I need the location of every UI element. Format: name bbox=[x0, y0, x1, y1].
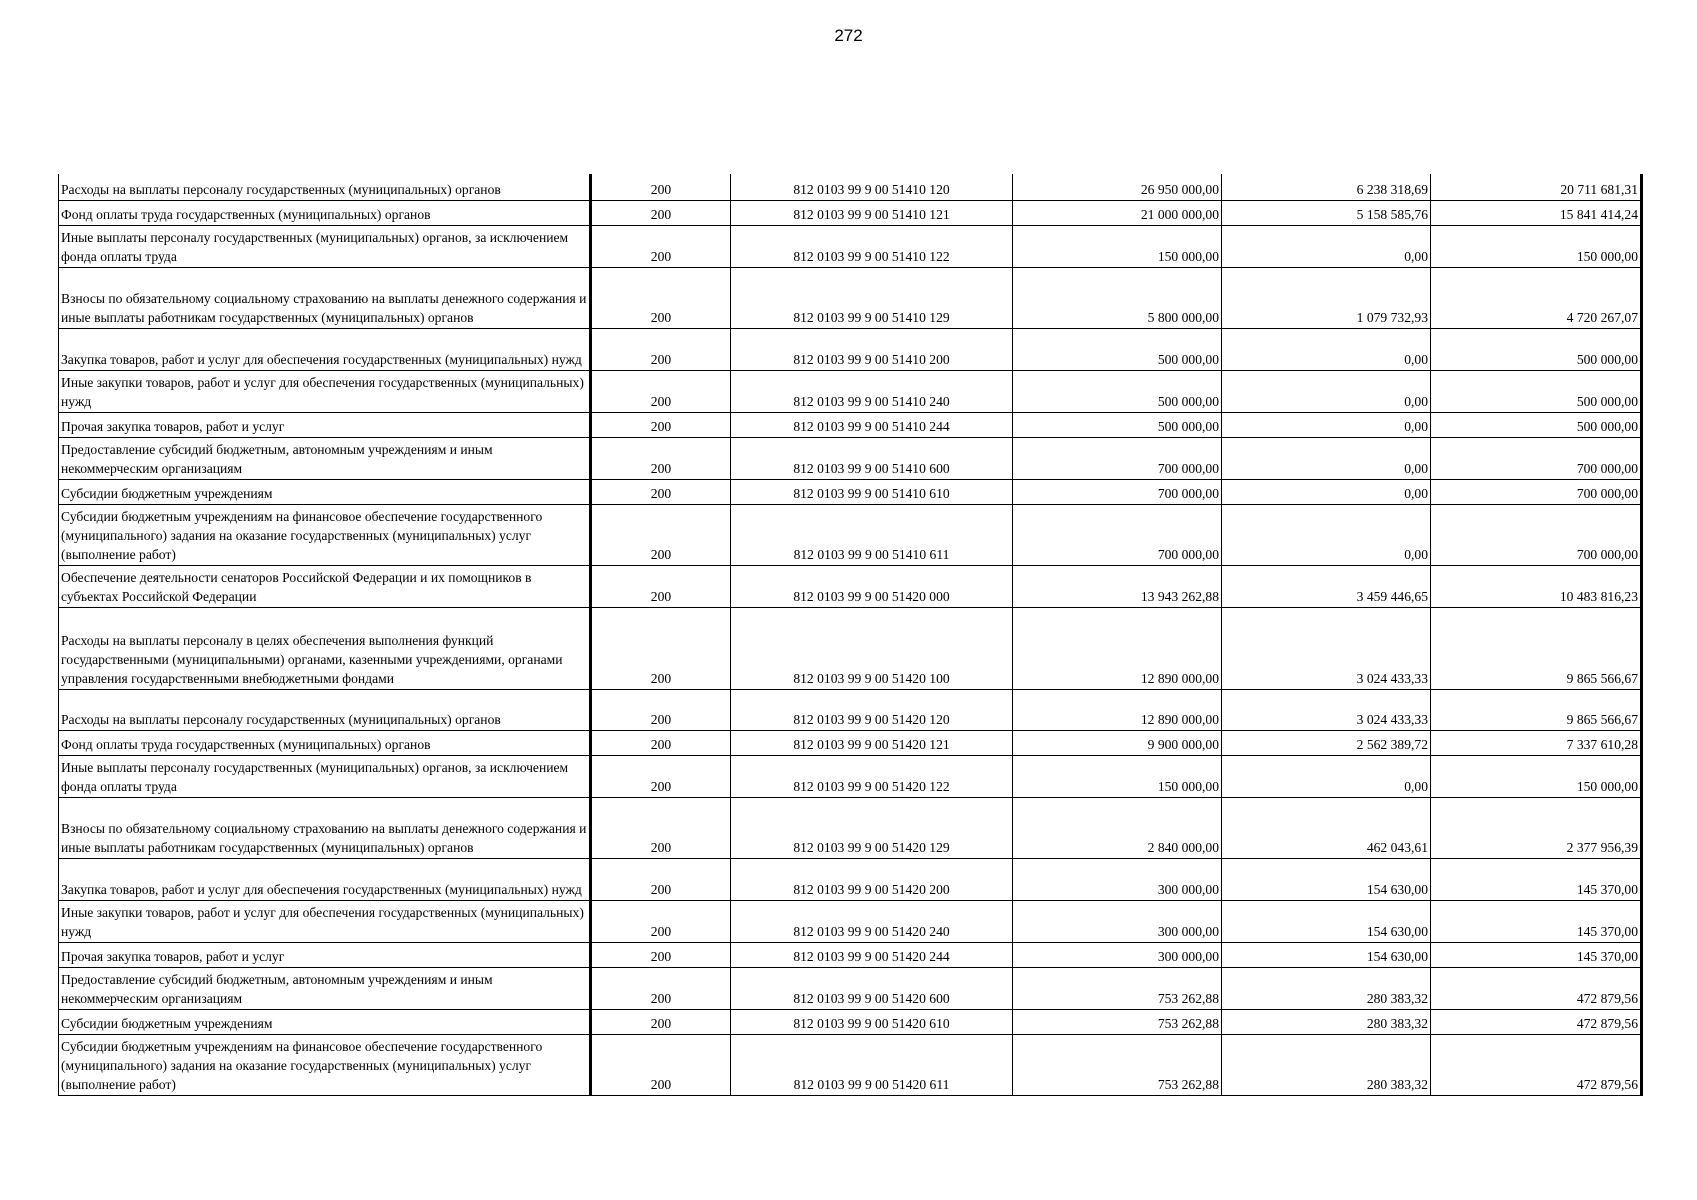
row-executed-cell: 1 079 732,93 bbox=[1222, 267, 1431, 328]
row-name-cell: Субсидии бюджетным учреждениям bbox=[59, 479, 591, 504]
row-executed-cell: 5 158 585,76 bbox=[1222, 200, 1431, 225]
table-row bbox=[59, 479, 1642, 504]
row-unexecuted-cell: 500 000,00 bbox=[1431, 412, 1642, 437]
table-row bbox=[59, 504, 1642, 565]
row-executed-cell: 154 630,00 bbox=[1222, 858, 1431, 900]
row-name-cell: Расходы на выплаты персоналу государственных (муниципальных) органов bbox=[59, 174, 591, 200]
row-approved-cell: 12 890 000,00 bbox=[1013, 607, 1222, 689]
row-name-cell: Закупка товаров, работ и услуг для обеспечения государственных (муниципальных) нужд bbox=[59, 328, 591, 370]
row-name-cell: Иные закупки товаров, работ и услуг для обеспечения государственных (муниципальных) нужд bbox=[59, 370, 591, 412]
row-name-cell: Взносы по обязательному социальному страхованию на выплаты денежного содержания и иные выплаты работникам государственных (муниципальных) органов bbox=[59, 267, 591, 328]
row-executed-cell: 280 383,32 bbox=[1222, 967, 1431, 1009]
row-name-cell: Фонд оплаты труда государственных (муниципальных) органов bbox=[59, 730, 591, 755]
table-row bbox=[59, 730, 1642, 755]
row-unexecuted-cell: 145 370,00 bbox=[1431, 900, 1642, 942]
row-budget-code-cell: 812 0103 99 9 00 51420 610 bbox=[731, 1009, 1013, 1034]
row-name-cell: Закупка товаров, работ и услуг для обеспечения государственных (муниципальных) нужд bbox=[59, 858, 591, 900]
row-line-code-cell: 200 bbox=[591, 412, 731, 437]
table-row bbox=[59, 565, 1642, 607]
row-budget-code-cell: 812 0103 99 9 00 51420 122 bbox=[731, 755, 1013, 797]
row-approved-cell: 21 000 000,00 bbox=[1013, 200, 1222, 225]
row-line-code-cell: 200 bbox=[591, 942, 731, 967]
row-approved-cell: 753 262,88 bbox=[1013, 1009, 1222, 1034]
table-body bbox=[59, 174, 1642, 1095]
row-line-code-cell: 200 bbox=[591, 730, 731, 755]
row-executed-cell: 2 562 389,72 bbox=[1222, 730, 1431, 755]
row-line-code-cell: 200 bbox=[591, 328, 731, 370]
row-unexecuted-cell: 700 000,00 bbox=[1431, 437, 1642, 479]
row-approved-cell: 5 800 000,00 bbox=[1013, 267, 1222, 328]
row-line-code-cell: 200 bbox=[591, 267, 731, 328]
row-budget-code-cell: 812 0103 99 9 00 51420 000 bbox=[731, 565, 1013, 607]
row-approved-cell: 13 943 262,88 bbox=[1013, 565, 1222, 607]
row-approved-cell: 26 950 000,00 bbox=[1013, 174, 1222, 200]
row-executed-cell: 154 630,00 bbox=[1222, 942, 1431, 967]
row-unexecuted-cell: 472 879,56 bbox=[1431, 1009, 1642, 1034]
page-number: 272 bbox=[834, 26, 863, 45]
row-unexecuted-cell: 700 000,00 bbox=[1431, 479, 1642, 504]
row-budget-code-cell: 812 0103 99 9 00 51420 244 bbox=[731, 942, 1013, 967]
row-approved-cell: 12 890 000,00 bbox=[1013, 689, 1222, 730]
row-approved-cell: 300 000,00 bbox=[1013, 942, 1222, 967]
row-approved-cell: 300 000,00 bbox=[1013, 858, 1222, 900]
row-line-code-cell: 200 bbox=[591, 858, 731, 900]
table-row bbox=[59, 437, 1642, 479]
row-budget-code-cell: 812 0103 99 9 00 51410 120 bbox=[731, 174, 1013, 200]
table-row bbox=[59, 755, 1642, 797]
row-line-code-cell: 200 bbox=[591, 370, 731, 412]
budget-execution-table bbox=[58, 174, 1643, 1096]
row-executed-cell: 280 383,32 bbox=[1222, 1009, 1431, 1034]
row-name-cell: Предоставление субсидий бюджетным, автономным учреждениям и иным некоммерческим организациям bbox=[59, 437, 591, 479]
table-row bbox=[59, 174, 1642, 200]
row-name-cell: Расходы на выплаты персоналу в целях обеспечения выполнения функций государственными (муниципальными) органами, казенными учреждениями, органами управления государственными внебюджетными фондами bbox=[59, 607, 591, 689]
row-unexecuted-cell: 145 370,00 bbox=[1431, 942, 1642, 967]
row-unexecuted-cell: 15 841 414,24 bbox=[1431, 200, 1642, 225]
row-executed-cell: 280 383,32 bbox=[1222, 1034, 1431, 1095]
table-row bbox=[59, 942, 1642, 967]
row-budget-code-cell: 812 0103 99 9 00 51420 120 bbox=[731, 689, 1013, 730]
row-unexecuted-cell: 145 370,00 bbox=[1431, 858, 1642, 900]
row-unexecuted-cell: 700 000,00 bbox=[1431, 504, 1642, 565]
row-unexecuted-cell: 150 000,00 bbox=[1431, 225, 1642, 267]
row-approved-cell: 500 000,00 bbox=[1013, 328, 1222, 370]
row-executed-cell: 0,00 bbox=[1222, 370, 1431, 412]
row-executed-cell: 462 043,61 bbox=[1222, 797, 1431, 858]
row-executed-cell: 0,00 bbox=[1222, 328, 1431, 370]
row-budget-code-cell: 812 0103 99 9 00 51410 611 bbox=[731, 504, 1013, 565]
row-unexecuted-cell: 2 377 956,39 bbox=[1431, 797, 1642, 858]
row-name-cell: Прочая закупка товаров, работ и услуг bbox=[59, 412, 591, 437]
row-line-code-cell: 200 bbox=[591, 1034, 731, 1095]
row-name-cell: Субсидии бюджетным учреждениям на финансовое обеспечение государственного (муниципального) задания на оказание государственных (муниципальных) услуг (выполнение работ) bbox=[59, 1034, 591, 1095]
row-approved-cell: 300 000,00 bbox=[1013, 900, 1222, 942]
row-executed-cell: 0,00 bbox=[1222, 479, 1431, 504]
row-executed-cell: 6 238 318,69 bbox=[1222, 174, 1431, 200]
row-unexecuted-cell: 150 000,00 bbox=[1431, 755, 1642, 797]
row-budget-code-cell: 812 0103 99 9 00 51420 200 bbox=[731, 858, 1013, 900]
row-line-code-cell: 200 bbox=[591, 174, 731, 200]
row-name-cell: Фонд оплаты труда государственных (муниципальных) органов bbox=[59, 200, 591, 225]
row-unexecuted-cell: 9 865 566,67 bbox=[1431, 689, 1642, 730]
row-budget-code-cell: 812 0103 99 9 00 51410 610 bbox=[731, 479, 1013, 504]
row-line-code-cell: 200 bbox=[591, 755, 731, 797]
row-executed-cell: 3 024 433,33 bbox=[1222, 607, 1431, 689]
row-budget-code-cell: 812 0103 99 9 00 51420 129 bbox=[731, 797, 1013, 858]
table-row bbox=[59, 607, 1642, 689]
table-row bbox=[59, 225, 1642, 267]
row-approved-cell: 753 262,88 bbox=[1013, 1034, 1222, 1095]
row-line-code-cell: 200 bbox=[591, 225, 731, 267]
row-line-code-cell: 200 bbox=[591, 900, 731, 942]
row-unexecuted-cell: 20 711 681,31 bbox=[1431, 174, 1642, 200]
row-unexecuted-cell: 472 879,56 bbox=[1431, 967, 1642, 1009]
row-executed-cell: 0,00 bbox=[1222, 437, 1431, 479]
row-approved-cell: 500 000,00 bbox=[1013, 412, 1222, 437]
table-row bbox=[59, 200, 1642, 225]
row-approved-cell: 500 000,00 bbox=[1013, 370, 1222, 412]
row-unexecuted-cell: 9 865 566,67 bbox=[1431, 607, 1642, 689]
row-budget-code-cell: 812 0103 99 9 00 51410 129 bbox=[731, 267, 1013, 328]
row-line-code-cell: 200 bbox=[591, 565, 731, 607]
row-line-code-cell: 200 bbox=[591, 797, 731, 858]
row-unexecuted-cell: 4 720 267,07 bbox=[1431, 267, 1642, 328]
row-unexecuted-cell: 500 000,00 bbox=[1431, 370, 1642, 412]
table-row bbox=[59, 412, 1642, 437]
row-name-cell: Иные закупки товаров, работ и услуг для обеспечения государственных (муниципальных) нужд bbox=[59, 900, 591, 942]
row-budget-code-cell: 812 0103 99 9 00 51410 244 bbox=[731, 412, 1013, 437]
row-budget-code-cell: 812 0103 99 9 00 51420 600 bbox=[731, 967, 1013, 1009]
row-name-cell: Иные выплаты персоналу государственных (муниципальных) органов, за исключением фонда оплаты труда bbox=[59, 755, 591, 797]
row-name-cell: Расходы на выплаты персоналу государственных (муниципальных) органов bbox=[59, 689, 591, 730]
row-unexecuted-cell: 7 337 610,28 bbox=[1431, 730, 1642, 755]
row-budget-code-cell: 812 0103 99 9 00 51420 611 bbox=[731, 1034, 1013, 1095]
row-budget-code-cell: 812 0103 99 9 00 51420 240 bbox=[731, 900, 1013, 942]
table-row bbox=[59, 370, 1642, 412]
row-approved-cell: 9 900 000,00 bbox=[1013, 730, 1222, 755]
row-executed-cell: 0,00 bbox=[1222, 755, 1431, 797]
table-row bbox=[59, 900, 1642, 942]
row-unexecuted-cell: 10 483 816,23 bbox=[1431, 565, 1642, 607]
row-approved-cell: 150 000,00 bbox=[1013, 225, 1222, 267]
row-budget-code-cell: 812 0103 99 9 00 51410 600 bbox=[731, 437, 1013, 479]
row-name-cell: Предоставление субсидий бюджетным, автономным учреждениям и иным некоммерческим организациям bbox=[59, 967, 591, 1009]
row-approved-cell: 2 840 000,00 bbox=[1013, 797, 1222, 858]
row-line-code-cell: 200 bbox=[591, 437, 731, 479]
row-name-cell: Субсидии бюджетным учреждениям bbox=[59, 1009, 591, 1034]
table-row bbox=[59, 267, 1642, 328]
row-approved-cell: 700 000,00 bbox=[1013, 504, 1222, 565]
row-executed-cell: 3 459 446,65 bbox=[1222, 565, 1431, 607]
row-name-cell: Иные выплаты персоналу государственных (муниципальных) органов, за исключением фонда оплаты труда bbox=[59, 225, 591, 267]
row-budget-code-cell: 812 0103 99 9 00 51420 100 bbox=[731, 607, 1013, 689]
table-row bbox=[59, 967, 1642, 1009]
row-line-code-cell: 200 bbox=[591, 504, 731, 565]
row-budget-code-cell: 812 0103 99 9 00 51410 240 bbox=[731, 370, 1013, 412]
table-row bbox=[59, 689, 1642, 730]
row-name-cell: Прочая закупка товаров, работ и услуг bbox=[59, 942, 591, 967]
row-name-cell: Обеспечение деятельности сенаторов Российской Федерации и их помощников в субъектах Российской Федерации bbox=[59, 565, 591, 607]
row-approved-cell: 150 000,00 bbox=[1013, 755, 1222, 797]
row-name-cell: Взносы по обязательному социальному страхованию на выплаты денежного содержания и иные выплаты работникам государственных (муниципальных) органов bbox=[59, 797, 591, 858]
row-unexecuted-cell: 500 000,00 bbox=[1431, 328, 1642, 370]
table-row bbox=[59, 797, 1642, 858]
row-budget-code-cell: 812 0103 99 9 00 51410 121 bbox=[731, 200, 1013, 225]
table-row bbox=[59, 328, 1642, 370]
row-executed-cell: 0,00 bbox=[1222, 412, 1431, 437]
row-line-code-cell: 200 bbox=[591, 479, 731, 504]
row-line-code-cell: 200 bbox=[591, 607, 731, 689]
table-row bbox=[59, 1009, 1642, 1034]
row-approved-cell: 700 000,00 bbox=[1013, 479, 1222, 504]
row-approved-cell: 753 262,88 bbox=[1013, 967, 1222, 1009]
row-line-code-cell: 200 bbox=[591, 200, 731, 225]
row-executed-cell: 154 630,00 bbox=[1222, 900, 1431, 942]
row-line-code-cell: 200 bbox=[591, 689, 731, 730]
row-executed-cell: 3 024 433,33 bbox=[1222, 689, 1431, 730]
row-unexecuted-cell: 472 879,56 bbox=[1431, 1034, 1642, 1095]
row-executed-cell: 0,00 bbox=[1222, 225, 1431, 267]
table-row bbox=[59, 858, 1642, 900]
row-budget-code-cell: 812 0103 99 9 00 51410 200 bbox=[731, 328, 1013, 370]
row-budget-code-cell: 812 0103 99 9 00 51410 122 bbox=[731, 225, 1013, 267]
row-line-code-cell: 200 bbox=[591, 967, 731, 1009]
table-row bbox=[59, 1034, 1642, 1095]
row-line-code-cell: 200 bbox=[591, 1009, 731, 1034]
row-name-cell: Субсидии бюджетным учреждениям на финансовое обеспечение государственного (муниципального) задания на оказание государственных (муниципальных) услуг (выполнение работ) bbox=[59, 504, 591, 565]
row-executed-cell: 0,00 bbox=[1222, 504, 1431, 565]
row-approved-cell: 700 000,00 bbox=[1013, 437, 1222, 479]
row-budget-code-cell: 812 0103 99 9 00 51420 121 bbox=[731, 730, 1013, 755]
